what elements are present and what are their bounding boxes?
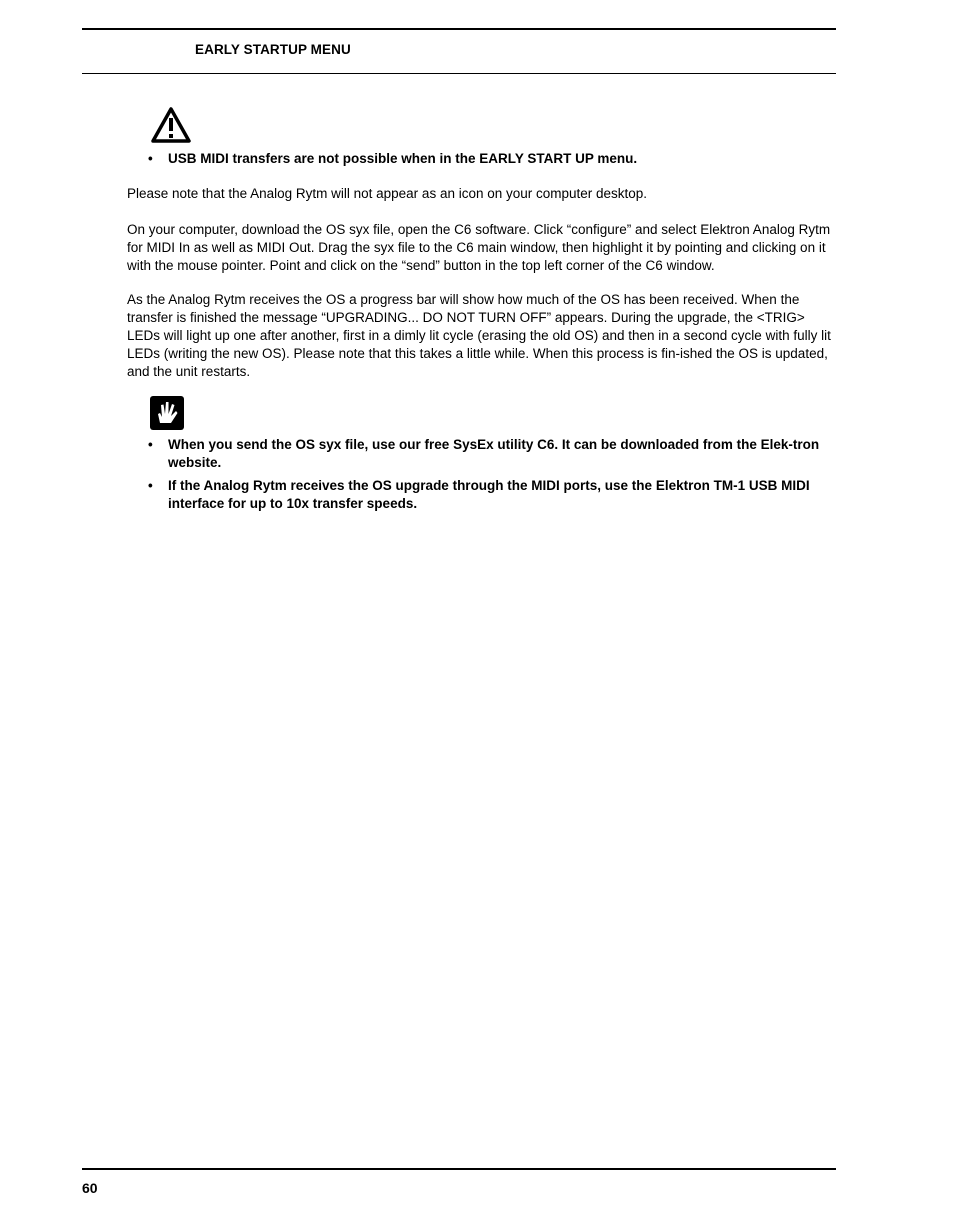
tip-item: [148, 477, 838, 513]
tips-list: [148, 436, 838, 518]
warning-item: [148, 150, 838, 168]
header-bottom-rule: [82, 73, 836, 74]
tip-text: If the Analog Rytm receives the OS upgrade through the MIDI ports, use the Elektron TM-1 USB MIDI interface for up to 10x transfer speeds.: [168, 478, 810, 511]
section-title: EARLY STARTUP MENU: [195, 42, 351, 57]
hand-tip-icon: [150, 396, 184, 430]
page-number: 60: [82, 1180, 98, 1196]
tip-text: When you send the OS syx file, use our free SysEx utility C6. It can be downloaded from the Elek-tron website.: [168, 437, 820, 470]
bullet-glyph: •: [148, 437, 153, 452]
bullet-glyph: •: [148, 478, 153, 493]
tip-item: [148, 436, 838, 472]
paragraph-c6-instructions: On your computer, download the OS syx file, open the C6 software. Click “configure” and select Elektron Analog Rytm for MIDI In as well as MIDI Out. Drag the syx file to the C6 main window, then highlight it by pointing and clicking on it with the mouse pointer. Point and click on the “send” button in the top left corner of the C6 window.: [127, 222, 831, 273]
footer-rule: [82, 1168, 836, 1170]
bullet-glyph: •: [148, 151, 153, 166]
header-top-rule: [82, 28, 836, 30]
paragraph-progress: As the Analog Rytm receives the OS a progress bar will show how much of the OS has been received. When the transfer is finished the message “UPGRADING... DO NOT TURN OFF” appears. During the upgrade, the <TRIG> LEDs will light up one after another, first in a dimly lit cycle (erasing the old OS) and then in a second cycle with fully lit LEDs (writing the new OS). Please note that this takes a little while. When this process is fin-ished the OS is updated, and the unit restarts.: [127, 292, 831, 379]
paragraph-desktop-note: Please note that the Analog Rytm will not appear as an icon on your computer desktop.: [127, 186, 648, 201]
warning-text: USB MIDI transfers are not possible when in the EARLY START UP menu.: [168, 151, 638, 166]
warning-list: [148, 150, 838, 168]
warning-triangle-icon: [150, 106, 192, 144]
